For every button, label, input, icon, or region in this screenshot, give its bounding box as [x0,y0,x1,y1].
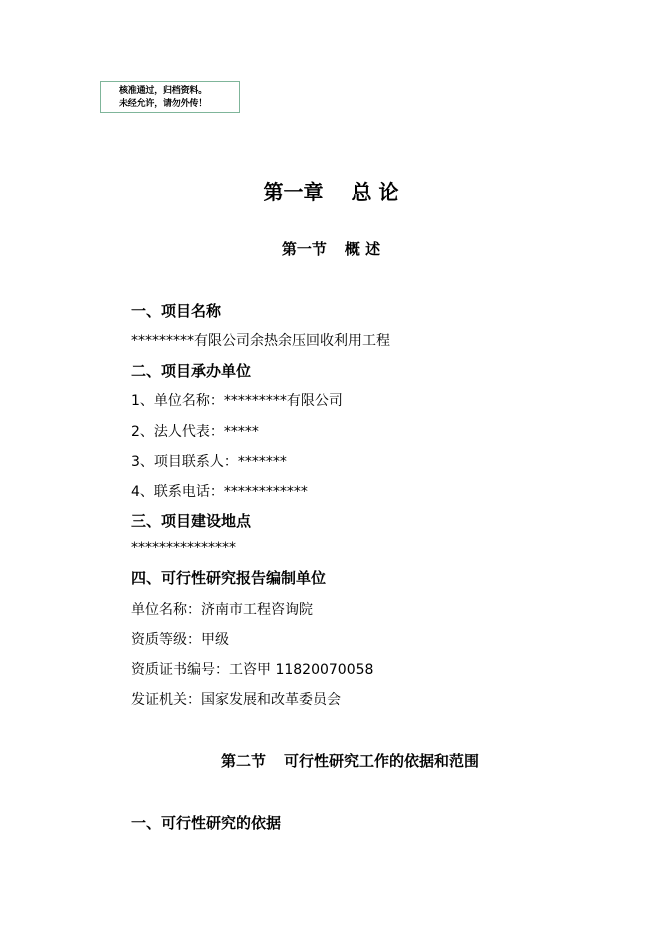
stamp-line-2: 未经允许，请勿外传！ [119,99,208,109]
contact-line: 3、项目联系人：******* [131,454,287,470]
heading-report-org: 四、可行性研究报告编制单位 [131,569,327,587]
project-name-value: *********有限公司余热余压回收利用工程 [131,333,390,349]
location-value: *************** [131,540,236,556]
heading-project-name: 一、项目名称 [131,302,222,320]
section-1-number: 第一节 [281,240,327,258]
issuer-line: 发证机关：国家发展和改革委员会 [131,692,341,708]
phone-line: 4、联系电话：************ [131,484,308,500]
qual-level-line: 资质等级：甲级 [131,632,229,648]
chapter-number: 第一章 [263,180,324,204]
section-2-number: 第二节 [220,752,266,770]
heading-sponsor-unit: 二、项目承办单位 [131,362,252,380]
heading-location: 三、项目建设地点 [131,512,252,530]
chapter-title [0,176,662,205]
cert-no-line: 资质证书编号：工咨甲 11820070058 [131,662,374,678]
heading-basis: 一、可行性研究的依据 [131,814,282,832]
approval-stamp [100,81,240,113]
section-2-title [0,750,662,771]
unit-name-line: 1、单位名称：*********有限公司 [131,393,343,409]
stamp-line-1: 核准通过，归档资料。 [119,86,208,96]
section-1-title [0,238,662,259]
org-name-line: 单位名称：济南市工程咨询院 [131,602,313,618]
legal-rep-line: 2、法人代表：***** [131,424,259,440]
section-2-name: 可行性研究工作的依据和范围 [284,752,480,770]
section-1-name: 概 述 [344,240,381,258]
chapter-name: 总 论 [351,180,399,204]
